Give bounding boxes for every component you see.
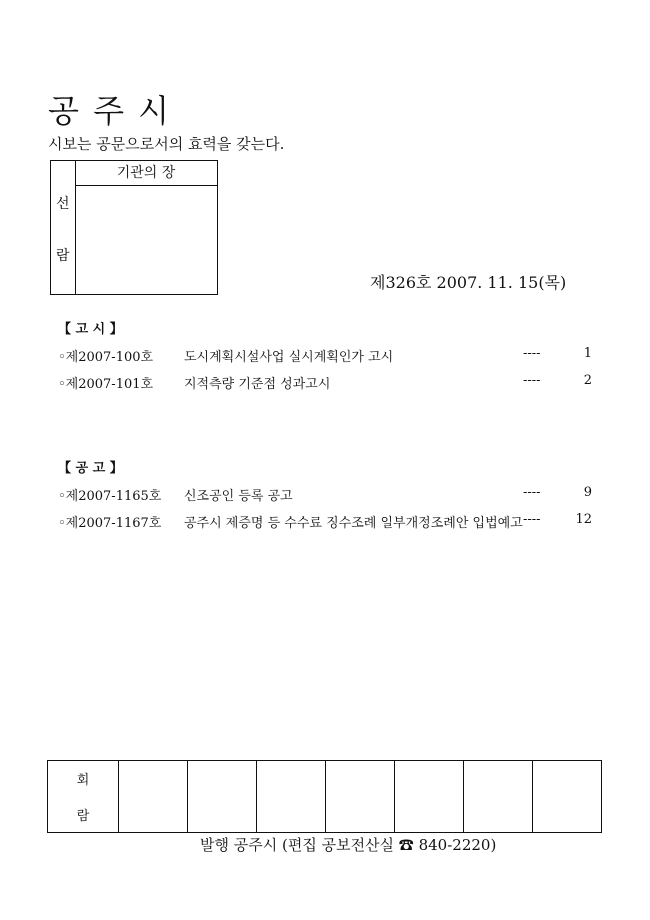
section-heading-announcement: 【 공 고 】 — [58, 461, 123, 476]
signature-cell — [119, 761, 188, 832]
leader-dashes: ---- — [523, 373, 541, 388]
circulation-label-bottom: 람 — [76, 808, 90, 824]
item-page: 12 — [575, 512, 592, 527]
section-heading-notice: 【 고 시 】 — [58, 322, 123, 337]
issue-number-date: 제326호 2007. 11. 15(목) — [370, 273, 567, 292]
item-number: ◦제2007-1165호 — [58, 489, 162, 504]
subtitle: 시보는 공문으로서의 효력을 갖는다. — [48, 135, 285, 153]
item-title: 도시계획시설사업 실시계획인가 고시 — [184, 350, 394, 365]
item-title: 지적측량 기준점 성과고시 — [184, 377, 331, 392]
signature-cell — [257, 761, 326, 832]
list-item[interactable] — [58, 485, 598, 503]
item-number: ◦제2007-1167호 — [58, 516, 162, 531]
publisher-footer: 발행 공주시 (편집 공보전산실 ☎ 840-2220) — [200, 836, 497, 854]
leader-dashes: ---- — [523, 346, 541, 361]
signature-cell — [326, 761, 395, 832]
item-number: ◦제2007-100호 — [58, 350, 154, 365]
circulation-table — [47, 760, 602, 833]
review-label-top: 선 — [56, 196, 70, 212]
list-item[interactable] — [58, 512, 598, 530]
review-label-bottom: 람 — [56, 248, 70, 264]
signature-cell — [464, 761, 533, 832]
signature-cell — [188, 761, 257, 832]
list-item[interactable] — [58, 373, 598, 391]
circulation-label-top: 회 — [76, 773, 90, 789]
signature-cell — [533, 761, 601, 832]
item-page: 2 — [583, 373, 592, 388]
item-page: 9 — [583, 485, 592, 500]
item-page: 1 — [583, 346, 592, 361]
leader-dashes: ---- — [523, 485, 541, 500]
list-item[interactable] — [58, 346, 598, 364]
page-title: 공 주 시 — [48, 92, 172, 130]
signature-cell — [395, 761, 464, 832]
item-title: 공주시 제증명 등 수수료 징수조례 일부개정조례안 입법예고 — [184, 516, 523, 531]
review-header: 기관의 장 — [75, 161, 217, 186]
leader-dashes: ---- — [523, 512, 541, 527]
item-number: ◦제2007-101호 — [58, 377, 154, 392]
item-title: 신조공인 등록 공고 — [184, 489, 293, 504]
review-box — [50, 160, 218, 295]
